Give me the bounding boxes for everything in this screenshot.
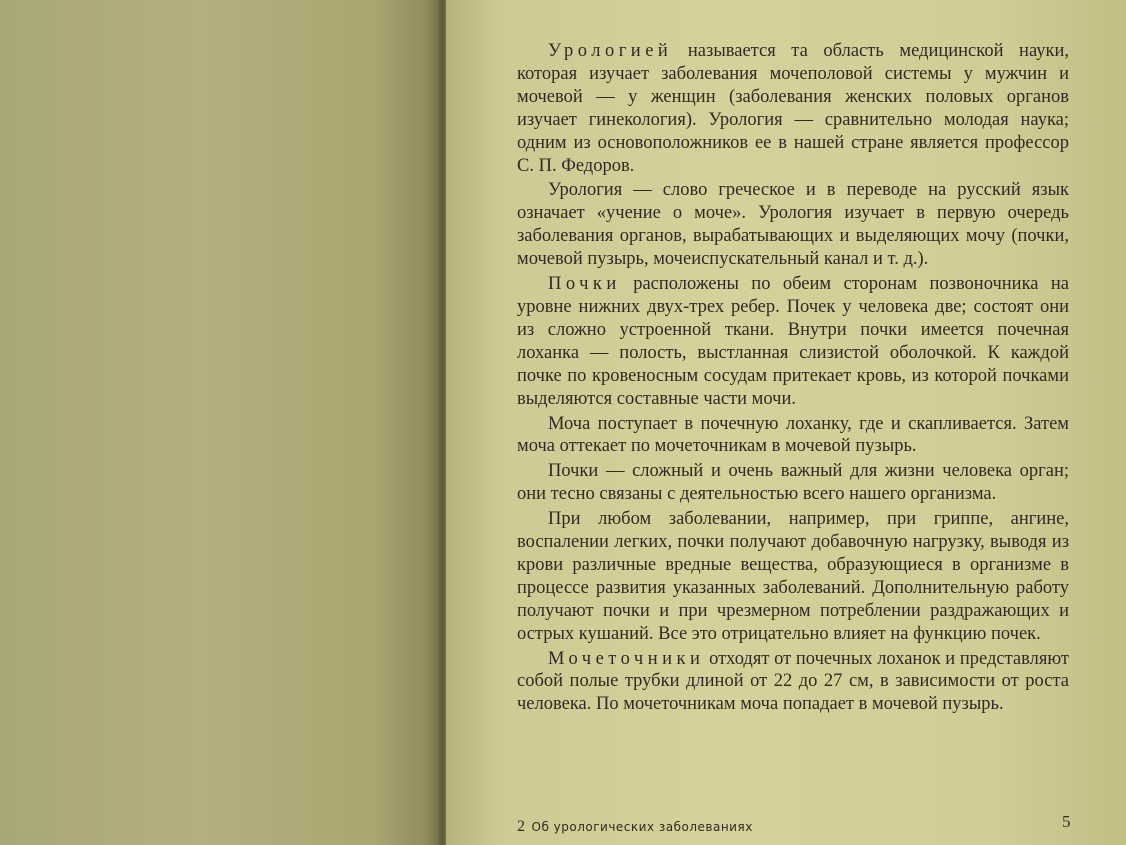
paragraph-1 (517, 40, 1069, 177)
paragraph-text: При любом заболевании, например, при гриппе, ангине, воспалении легких, почки получают добавочную нагрузку, выводя из крови различные вредные вещества, образующиеся в организме в процессе развития указанных заболеваний. Дополнительную работу получают почки и при чрезмерном потреблении раздражающих и острых кушаний. Все это отрицательно влияет на функцию почек. (517, 509, 1069, 644)
signature-footer (517, 818, 753, 836)
paragraph-text: Моча поступает в почечную лоханку, где и скапливается. Затем моча оттекает по мочеточникам в мочевой пузырь. (517, 413, 1069, 457)
paragraph-text: Почки — сложный и очень важный для жизни человека орган; они тесно связаны с деятельностью всего нашего организма. (517, 461, 1069, 505)
paragraph-text: отходят от почечных лоханок и представляют собой полые трубки длиной от 22 до 27 см, в зависимости от роста человека. По мочеточникам моча попадает в мочевой пузырь. (517, 648, 1069, 715)
left-page (0, 0, 441, 845)
paragraph-lead: Мочеточники (548, 648, 705, 669)
paragraph-5 (517, 460, 1069, 506)
paragraph-text: называется та область медицинской науки, которая изучает заболевания мочеполовой системы у мужчин и мочевой — у женщин (заболевания женских половых органов изучает гинекология). Урология — сравнительно молодая наука; одним из основоположников ее в нашей стране является профессор С. П. Федоров. (517, 41, 1069, 176)
paragraph-6 (517, 508, 1069, 645)
paragraph-text: расположены по обеим сторонам позвоночника на уровне нижних двух-трех ребер. Почек у человека две; состоят они из сложно устроенной ткани. Внутри почки имеется почечная лоханка — полость, выстланная слизистой оболочкой. К каждой почке по кровеносным сосудам притекает кровь, из которой почками выделяются составные части мочи. (517, 274, 1069, 409)
paragraph-lead: Почки (548, 274, 621, 295)
paragraph-2 (517, 179, 1069, 271)
paragraph-lead: Урологией (548, 41, 673, 61)
signature-title: Об урологических заболеваниях (531, 820, 753, 834)
paragraph-4 (517, 413, 1069, 459)
page-number: 5 (1062, 812, 1071, 831)
paragraph-3 (517, 273, 1069, 410)
body-text (517, 40, 1069, 716)
paragraph-text: Урология — слово греческое и в переводе на русский язык означает «учение о моче». Урология изучает в первую очередь заболевания органов, вырабатывающих и выделяющих мочу (почки, мочевой пузырь, мочеиспускательный канал и т. д.). (517, 180, 1069, 270)
signature-number: 2 (517, 818, 526, 835)
paragraph-7 (517, 648, 1069, 717)
